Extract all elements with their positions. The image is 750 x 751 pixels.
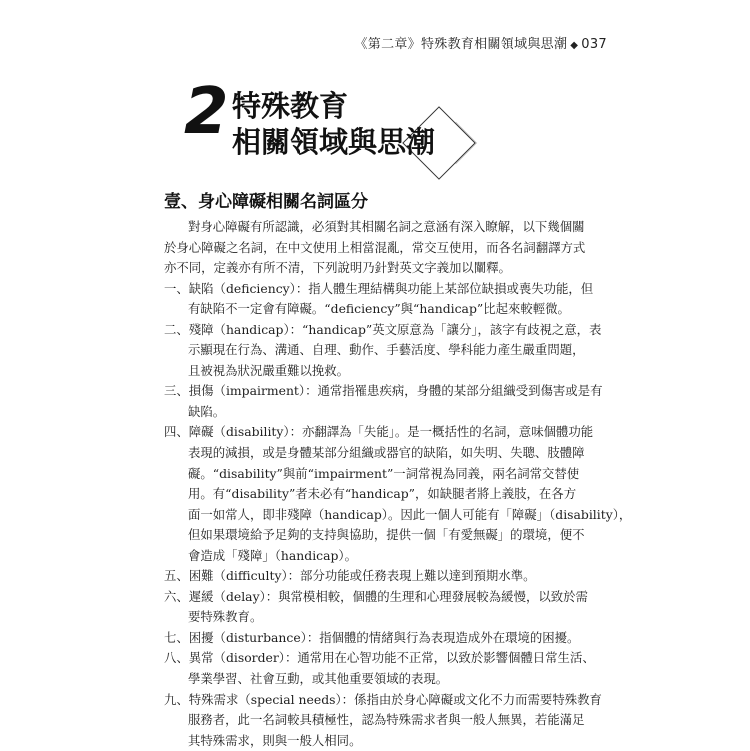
list-item-line: 面一如常人，即非殘障（handicap）。因此一個人可能有「障礙」（disability）， bbox=[188, 506, 632, 522]
page-number: 037 bbox=[581, 37, 607, 52]
list-item-line: 缺陷。 bbox=[188, 403, 226, 419]
chapter-number: 2 bbox=[184, 75, 229, 149]
section-heading: 壹、身心障礙相關名詞區分 bbox=[164, 192, 368, 212]
list-item-line: 二、殘障（handicap）：“handicap”英文原意為「讓分」，該字有歧視之意，表 bbox=[164, 321, 602, 337]
running-header bbox=[354, 33, 607, 52]
list-item-line: 且被視為狀況嚴重難以挽救。 bbox=[188, 362, 350, 378]
list-item-line: 但如果環境給予足夠的支持與協助，提供一個「有愛無礙」的環境，便不 bbox=[188, 527, 585, 543]
list-item-line: 用。有“disability”者未必有“handicap”，如缺腿者將上義肢，在各方 bbox=[188, 486, 577, 502]
body-text bbox=[164, 217, 632, 751]
chapter-label: 《第二章》特殊教育相關領域與思潮 bbox=[354, 37, 568, 52]
body-line: 亦不同，定義亦有所不清，下列說明乃針對英文字義加以闡釋。 bbox=[164, 260, 511, 276]
list-item-line: 七、困擾（disturbance）：指個體的情緒與行為表現造成外在環境的困擾。 bbox=[164, 629, 580, 645]
list-item-line: 學業學習、社會互動，或其他重要領域的表現。 bbox=[188, 671, 449, 687]
chapter-title-line-2: 相關領域與思潮 bbox=[232, 125, 436, 159]
diamond-icon: ◆ bbox=[570, 40, 579, 51]
list-item-line: 四、障礙（disability）：亦翻譯為「失能」。是一概括性的名詞，意味個體功能 bbox=[164, 424, 594, 440]
list-item-line: 六、遲緩（delay）：與常模相較，個體的生理和心理發展較為緩慢，以致於需 bbox=[164, 588, 588, 604]
chapter-title-line-1: 特殊教育 bbox=[232, 89, 349, 123]
list-item-line: 會造成「殘障」（handicap）。 bbox=[188, 547, 358, 563]
list-item-line: 其特殊需求，則與一般人相同。 bbox=[188, 732, 362, 748]
body-line: 於身心障礙之名詞，在中文使用上相當混亂，常交互使用，而各名詞翻譯方式 bbox=[164, 239, 586, 255]
list-item-line: 一、缺陷（deficiency）：指人體生理結構與功能上某部位缺損或喪失功能，但 bbox=[164, 280, 594, 296]
list-item-line: 示顯現在行為、溝通、自理、動作、手藝活度、學科能力產生嚴重問題， bbox=[188, 342, 585, 358]
body-line: 對身心障礙有所認識，必須對其相關名詞之意涵有深入瞭解，以下幾個關 bbox=[188, 219, 585, 234]
list-item-line: 要特殊教育。 bbox=[188, 609, 263, 625]
list-item-line: 表現的減損，或是身體某部分組織或器官的缺陷，如失明、失聰、肢體障 bbox=[188, 445, 585, 461]
list-item-line: 五、困難（difficulty）：部分功能或任務表現上難以達到預期水準。 bbox=[164, 568, 536, 584]
chapter-title bbox=[232, 88, 435, 160]
list-item-line: 礙。“disability”與前“impairment”一詞常視為同義，兩名詞常交替使 bbox=[188, 465, 580, 481]
list-item-line: 八、異常（disorder）：通常用在心智功能不正常，以致於影響個體日常生活、 bbox=[164, 650, 595, 666]
list-item-line: 九、特殊需求（special needs）：係指由於身心障礙或文化不力而需要特殊教育 bbox=[164, 691, 602, 707]
list-item-line: 三、損傷（impairment）：通常指罹患疾病，身體的某部分組織受到傷害或是有 bbox=[164, 383, 603, 399]
list-item-line: 有缺陷不一定會有障礙。“deficiency”與“handicap”比起來較輕微。 bbox=[188, 301, 570, 317]
list-item-line: 服務者，此一名詞較具積極性，認為特殊需求者與一般人無異，若能滿足 bbox=[188, 712, 585, 728]
